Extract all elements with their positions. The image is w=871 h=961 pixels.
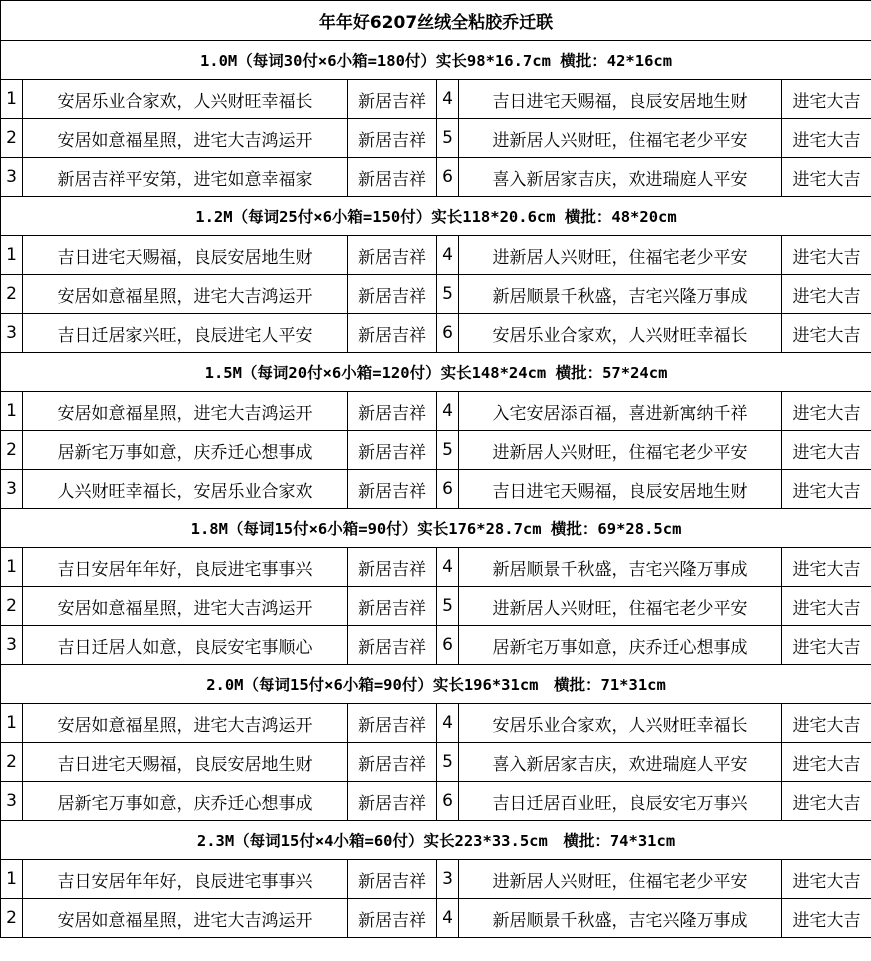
- left-item-number[interactable]: 1: [1, 704, 23, 743]
- left-couplet-text[interactable]: 安居如意福星照，进宅大吉鸿运开: [23, 392, 348, 431]
- left-horizontal-banner[interactable]: 新居吉祥: [348, 119, 437, 158]
- right-item-number[interactable]: 5: [437, 119, 459, 158]
- right-horizontal-banner[interactable]: 进宅大吉: [782, 860, 871, 899]
- left-item-number[interactable]: 3: [1, 314, 23, 353]
- right-horizontal-banner[interactable]: 进宅大吉: [782, 431, 871, 470]
- right-horizontal-banner[interactable]: 进宅大吉: [782, 899, 871, 938]
- couplet-row: [1, 119, 871, 158]
- left-couplet-text[interactable]: 安居如意福星照，进宅大吉鸿运开: [23, 587, 348, 626]
- right-item-number[interactable]: 4: [437, 704, 459, 743]
- left-couplet-text[interactable]: 安居乐业合家欢，人兴财旺幸福长: [23, 80, 348, 119]
- left-item-number[interactable]: 2: [1, 899, 23, 938]
- right-horizontal-banner[interactable]: 进宅大吉: [782, 782, 871, 821]
- right-item-number[interactable]: 6: [437, 626, 459, 665]
- section-header[interactable]: 1.5M（每词20付×6小箱=120付）实长148*24cm 横批：57*24cm: [1, 353, 871, 392]
- section-header[interactable]: 2.0M（每词15付×6小箱=90付）实长196*31cm 横批：71*31cm: [1, 665, 871, 704]
- right-item-number[interactable]: 5: [437, 431, 459, 470]
- section-header-row: [1, 665, 871, 704]
- right-couplet-text[interactable]: 安居乐业合家欢，人兴财旺幸福长: [459, 704, 782, 743]
- section-header[interactable]: 1.2M（每词25付×6小箱=150付）实长118*20.6cm 横批：48*20cm: [1, 197, 871, 236]
- right-horizontal-banner[interactable]: 进宅大吉: [782, 119, 871, 158]
- left-horizontal-banner[interactable]: 新居吉祥: [348, 275, 437, 314]
- left-item-number[interactable]: 3: [1, 782, 23, 821]
- right-item-number[interactable]: 6: [437, 314, 459, 353]
- right-item-number[interactable]: 4: [437, 392, 459, 431]
- left-item-number[interactable]: 3: [1, 470, 23, 509]
- right-item-number[interactable]: 6: [437, 782, 459, 821]
- left-item-number[interactable]: 3: [1, 158, 23, 197]
- couplet-row: [1, 548, 871, 587]
- left-couplet-text[interactable]: 吉日迁居家兴旺，良辰进宅人平安: [23, 314, 348, 353]
- right-horizontal-banner[interactable]: 进宅大吉: [782, 80, 871, 119]
- left-horizontal-banner[interactable]: 新居吉祥: [348, 743, 437, 782]
- right-couplet-text[interactable]: 进新居人兴财旺，住福宅老少平安: [459, 119, 782, 158]
- left-couplet-text[interactable]: 安居如意福星照，进宅大吉鸿运开: [23, 704, 348, 743]
- right-item-number[interactable]: 5: [437, 743, 459, 782]
- left-item-number[interactable]: 1: [1, 548, 23, 587]
- right-couplet-text[interactable]: 新居顺景千秋盛，吉宅兴隆万事成: [459, 275, 782, 314]
- title-row: [1, 1, 871, 41]
- couplet-row: [1, 899, 871, 938]
- left-horizontal-banner[interactable]: 新居吉祥: [348, 587, 437, 626]
- couplet-row: [1, 275, 871, 314]
- couplet-row: [1, 743, 871, 782]
- left-couplet-text[interactable]: 安居如意福星照，进宅大吉鸿运开: [23, 119, 348, 158]
- left-horizontal-banner[interactable]: 新居吉祥: [348, 80, 437, 119]
- right-couplet-text[interactable]: 入宅安居添百福，喜进新寓纳千祥: [459, 392, 782, 431]
- right-horizontal-banner[interactable]: 进宅大吉: [782, 587, 871, 626]
- couplet-row: [1, 314, 871, 353]
- right-horizontal-banner[interactable]: 进宅大吉: [782, 275, 871, 314]
- couplet-row: [1, 626, 871, 665]
- right-couplet-text[interactable]: 进新居人兴财旺，住福宅老少平安: [459, 587, 782, 626]
- right-couplet-text[interactable]: 喜入新居家吉庆，欢进瑞庭人平安: [459, 158, 782, 197]
- right-item-number[interactable]: 4: [437, 548, 459, 587]
- right-item-number[interactable]: 4: [437, 80, 459, 119]
- right-horizontal-banner[interactable]: 进宅大吉: [782, 158, 871, 197]
- left-item-number[interactable]: 1: [1, 80, 23, 119]
- couplet-row: [1, 158, 871, 197]
- left-couplet-text[interactable]: 人兴财旺幸福长，安居乐业合家欢: [23, 470, 348, 509]
- left-item-number[interactable]: 3: [1, 626, 23, 665]
- section-header-row: [1, 41, 871, 80]
- left-item-number[interactable]: 1: [1, 236, 23, 275]
- right-couplet-text[interactable]: 吉日进宅天赐福，良辰安居地生财: [459, 470, 782, 509]
- left-horizontal-banner[interactable]: 新居吉祥: [348, 899, 437, 938]
- left-horizontal-banner[interactable]: 新居吉祥: [348, 704, 437, 743]
- right-couplet-text[interactable]: 新居顺景千秋盛，吉宅兴隆万事成: [459, 548, 782, 587]
- left-horizontal-banner[interactable]: 新居吉祥: [348, 158, 437, 197]
- left-horizontal-banner[interactable]: 新居吉祥: [348, 626, 437, 665]
- right-horizontal-banner[interactable]: 进宅大吉: [782, 626, 871, 665]
- sheet-body: [1, 1, 871, 938]
- right-horizontal-banner[interactable]: 进宅大吉: [782, 548, 871, 587]
- left-item-number[interactable]: 2: [1, 743, 23, 782]
- left-horizontal-banner[interactable]: 新居吉祥: [348, 392, 437, 431]
- left-horizontal-banner[interactable]: 新居吉祥: [348, 470, 437, 509]
- left-couplet-text[interactable]: 安居如意福星照，进宅大吉鸿运开: [23, 275, 348, 314]
- right-horizontal-banner[interactable]: 进宅大吉: [782, 743, 871, 782]
- section-header[interactable]: 1.8M（每词15付×6小箱=90付）实长176*28.7cm 横批：69*28.5cm: [1, 509, 871, 548]
- right-item-number[interactable]: 4: [437, 236, 459, 275]
- couplet-row: [1, 782, 871, 821]
- right-couplet-text[interactable]: 进新居人兴财旺，住福宅老少平安: [459, 236, 782, 275]
- right-couplet-text[interactable]: 安居乐业合家欢，人兴财旺幸福长: [459, 314, 782, 353]
- sheet-title[interactable]: 年年好6207丝绒全粘胶乔迁联: [1, 1, 871, 41]
- left-item-number[interactable]: 2: [1, 431, 23, 470]
- left-horizontal-banner[interactable]: 新居吉祥: [348, 782, 437, 821]
- right-item-number[interactable]: 3: [437, 860, 459, 899]
- couplet-row: [1, 704, 871, 743]
- left-couplet-text[interactable]: 吉日安居年年好，良辰进宅事事兴: [23, 548, 348, 587]
- right-horizontal-banner[interactable]: 进宅大吉: [782, 236, 871, 275]
- right-couplet-text[interactable]: 吉日进宅天赐福，良辰安居地生财: [459, 80, 782, 119]
- left-item-number[interactable]: 2: [1, 587, 23, 626]
- right-couplet-text[interactable]: 新居顺景千秋盛，吉宅兴隆万事成: [459, 899, 782, 938]
- right-item-number[interactable]: 4: [437, 899, 459, 938]
- right-couplet-text[interactable]: 居新宅万事如意，庆乔迁心想事成: [459, 626, 782, 665]
- right-horizontal-banner[interactable]: 进宅大吉: [782, 704, 871, 743]
- left-horizontal-banner[interactable]: 新居吉祥: [348, 431, 437, 470]
- section-header-row: [1, 197, 871, 236]
- right-couplet-text[interactable]: 进新居人兴财旺，住福宅老少平安: [459, 431, 782, 470]
- right-item-number[interactable]: 6: [437, 470, 459, 509]
- left-couplet-text[interactable]: 安居如意福星照，进宅大吉鸿运开: [23, 899, 348, 938]
- left-horizontal-banner[interactable]: 新居吉祥: [348, 236, 437, 275]
- right-horizontal-banner[interactable]: 进宅大吉: [782, 470, 871, 509]
- couplet-row: [1, 392, 871, 431]
- right-item-number[interactable]: 6: [437, 158, 459, 197]
- section-header-row: [1, 509, 871, 548]
- right-item-number[interactable]: 5: [437, 587, 459, 626]
- right-couplet-text[interactable]: 吉日迁居百业旺，良辰安宅万事兴: [459, 782, 782, 821]
- right-item-number[interactable]: 5: [437, 275, 459, 314]
- couplet-row: [1, 860, 871, 899]
- left-couplet-text[interactable]: 吉日安居年年好，良辰进宅事事兴: [23, 860, 348, 899]
- left-item-number[interactable]: 1: [1, 392, 23, 431]
- left-couplet-text[interactable]: 吉日进宅天赐福，良辰安居地生财: [23, 743, 348, 782]
- section-header[interactable]: 2.3M（每词15付×4小箱=60付）实长223*33.5cm 横批：74*31cm: [1, 821, 871, 860]
- left-couplet-text[interactable]: 新居吉祥平安第，进宅如意幸福家: [23, 158, 348, 197]
- left-couplet-text[interactable]: 居新宅万事如意，庆乔迁心想事成: [23, 782, 348, 821]
- right-couplet-text[interactable]: 喜入新居家吉庆，欢进瑞庭人平安: [459, 743, 782, 782]
- left-couplet-text[interactable]: 吉日进宅天赐福，良辰安居地生财: [23, 236, 348, 275]
- right-horizontal-banner[interactable]: 进宅大吉: [782, 314, 871, 353]
- left-item-number[interactable]: 2: [1, 275, 23, 314]
- couplet-row: [1, 236, 871, 275]
- left-couplet-text[interactable]: 吉日迁居人如意，良辰安宅事顺心: [23, 626, 348, 665]
- left-horizontal-banner[interactable]: 新居吉祥: [348, 860, 437, 899]
- left-item-number[interactable]: 2: [1, 119, 23, 158]
- couplet-row: [1, 431, 871, 470]
- left-item-number[interactable]: 1: [1, 860, 23, 899]
- right-couplet-text[interactable]: 进新居人兴财旺，住福宅老少平安: [459, 860, 782, 899]
- left-couplet-text[interactable]: 居新宅万事如意，庆乔迁心想事成: [23, 431, 348, 470]
- left-horizontal-banner[interactable]: 新居吉祥: [348, 314, 437, 353]
- section-header-row: [1, 353, 871, 392]
- section-header-row: [1, 821, 871, 860]
- couplet-row: [1, 80, 871, 119]
- couplet-row: [1, 470, 871, 509]
- section-header[interactable]: 1.0M（每词30付×6小箱=180付）实长98*16.7cm 横批：42*16cm: [1, 41, 871, 80]
- right-horizontal-banner[interactable]: 进宅大吉: [782, 392, 871, 431]
- left-horizontal-banner[interactable]: 新居吉祥: [348, 548, 437, 587]
- couplet-row: [1, 587, 871, 626]
